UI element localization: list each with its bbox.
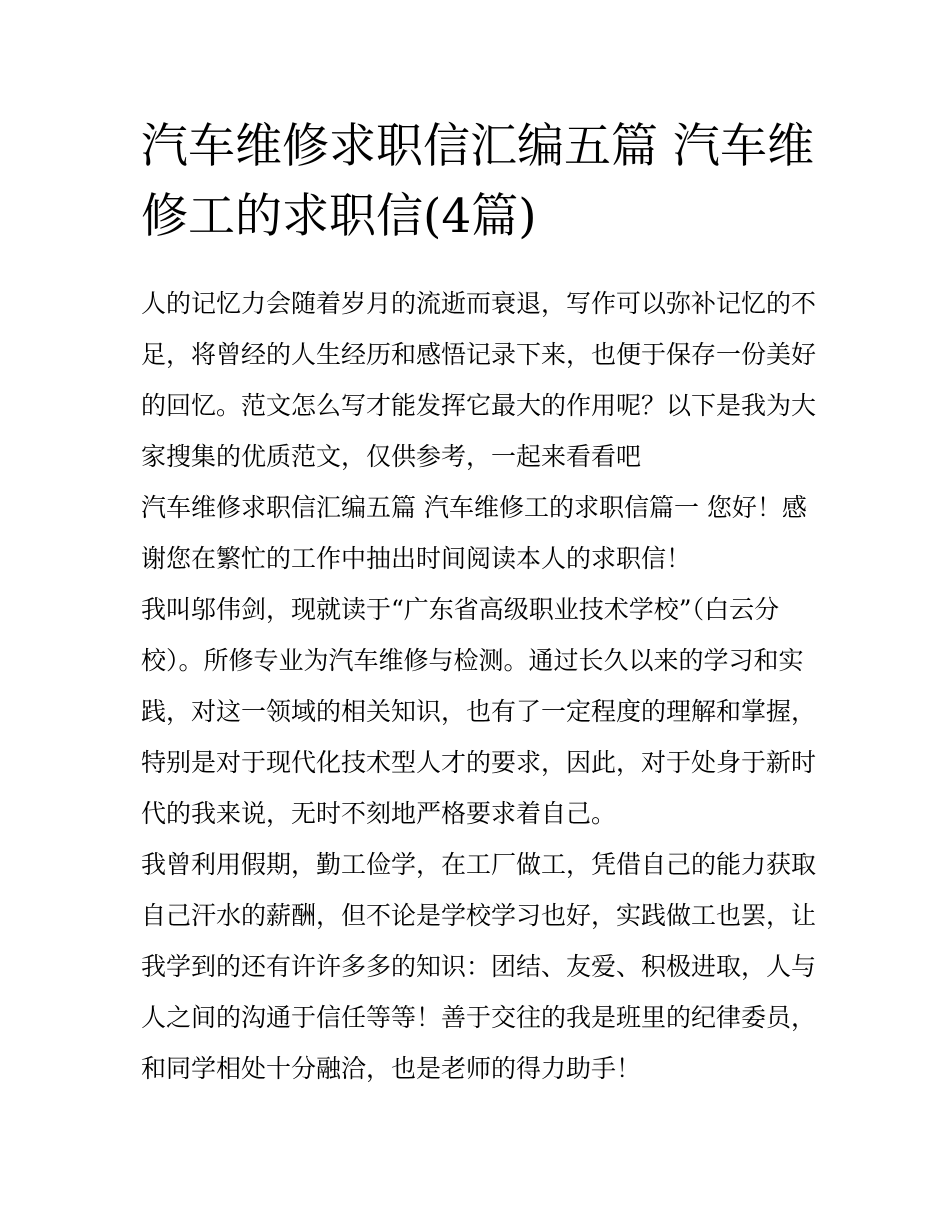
paragraph-experience: 我曾利用假期，勤工俭学，在工厂做工，凭借自己的能力获取自己汗水的薪酬，但不论是学校学习也好，实践做工也罢，让我学到的还有许许多多的知识：团结、友爱、积极进取，人与人之间的沟通于信任等等！善于交往的我是班里的纪律委员，和同学相处十分融洽，也是老师的得力助手！ [141,850,817,1083]
paragraph-self-introduction: 我叫邬伟剑，现就读于“广东省高级职业技术学校”（白云分校）。所修专业为汽车维修与检测。通过长久以来的学习和实践，对这一领域的相关知识，也有了一定程度的理解和掌握，特别是对于现代化技术型人才的要求，因此，对于处身于新时代的我来说，无时不刻地严格要求着自己。 [141,595,817,828]
document-title: 汽车维修求职信汇编五篇 汽车维修工的求职信(4篇) [141,119,814,244]
paragraph-intro: 人的记忆力会随着岁月的流逝而衰退，写作可以弥补记忆的不足，将曾经的人生经历和感悟记录下来，也便于保存一份美好的回忆。范文怎么写才能发挥它最大的作用呢？以下是我为大家搜集的优质范文，仅供参考，一起来看看吧 [141,289,817,471]
paragraph-greeting: 汽车维修求职信汇编五篇 汽车维修工的求职信篇一 您好！感谢您在繁忙的工作中抽出时间阅读本人的求职信！ [141,493,807,573]
document-body [141,278,817,1094]
